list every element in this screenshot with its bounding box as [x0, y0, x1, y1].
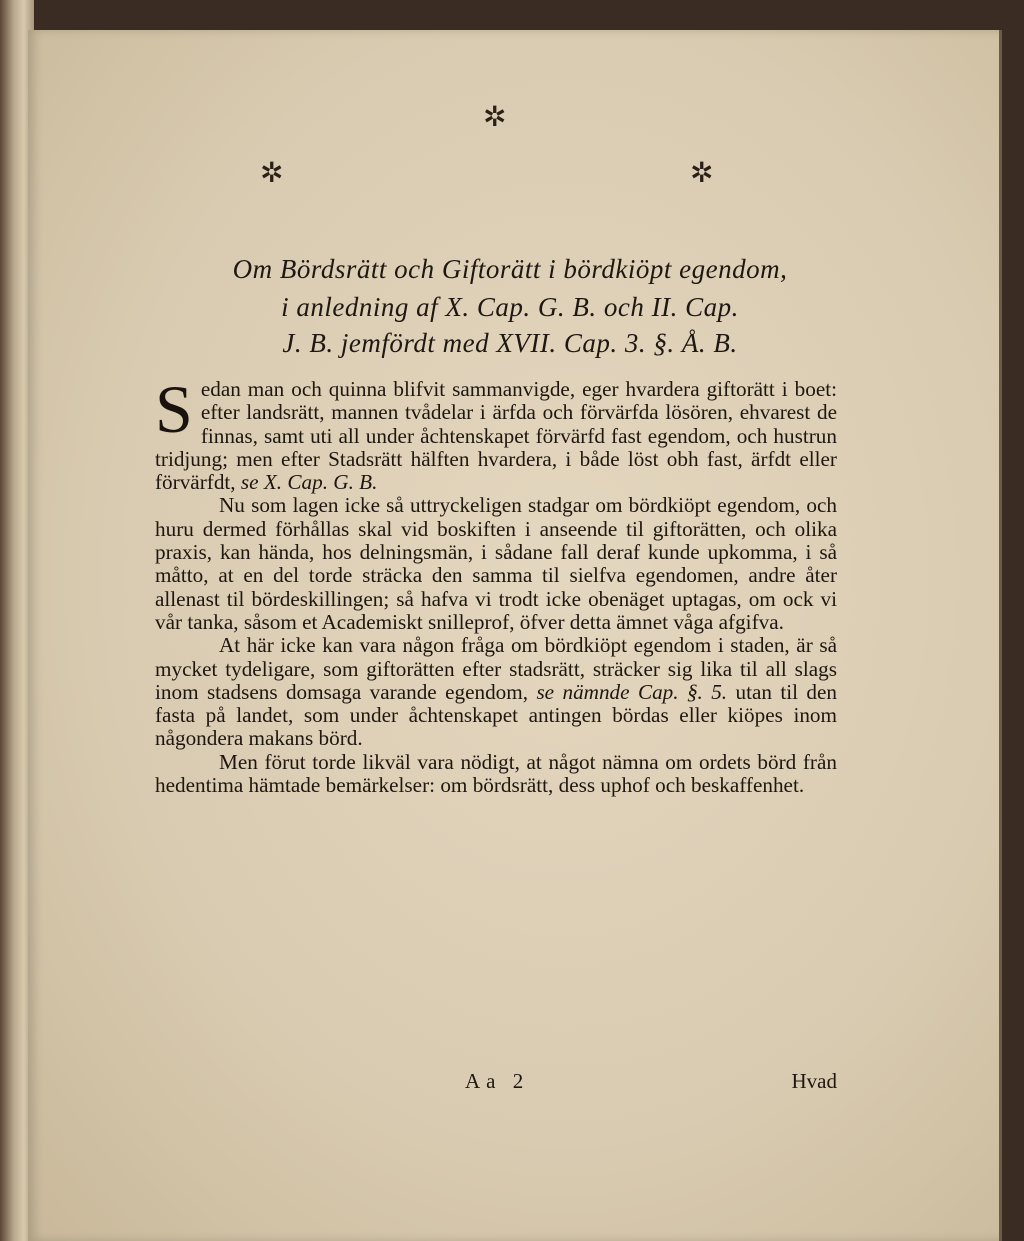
ornament-star-right: ✲: [690, 158, 714, 189]
body-text: [155, 371, 837, 798]
ornament-star-left: ✲: [260, 158, 284, 189]
drop-cap: S: [155, 371, 193, 447]
title-line-3: J. B. jemfördt med XVII. Cap. 3. §. Å. B.: [282, 328, 738, 358]
catchword: Hvad: [791, 1069, 837, 1093]
paragraph-1: [155, 371, 837, 495]
signature-mark: Aa 2: [465, 1069, 530, 1093]
paragraph-4: Men förut torde likväl vara nödigt, at något nämna om ordets börd från hedentima hämtade bemärkelser: om bördsrätt, dess uphof och beskaffenhet.: [155, 749, 837, 798]
page-edge: [999, 30, 1002, 1241]
paragraph-1-text: edan man och quinna blifvit sammanvigde, eger hvardera giftorätt i boet: efter landsrätt, mannen tvådelar i ärfda och förvärfda lösören, ehvarest de finnas, samt uti all under åchtenskapet förvärfd fast egendom, och hustrun tridjung; men efter Stadsrätt hälften hvardera, i både löst obh fast, ärfdt eller förvärfdt,: [155, 377, 837, 495]
paragraph-3-reference: se nämnde Cap. §. 5.: [536, 679, 728, 704]
page-footer: [155, 1069, 837, 1099]
paragraph-2: Nu som lagen icke så uttryckeligen stadgar om bördkiöpt egendom, och huru dermed förhållas skal vid boskiften i anseende til giftorätten, och olika praxis, kan hända, hos delningsmän, i sådane fall deraf kunde upkomma, i så måtto, at en del torde sträcka den samma til sielfva egendomen, andre åter allenast til bördeskillingen; så hafva vi trodt icke obenäget uptagas, om ock vi vår tanka, såsom et Academiskt snilleprof, öfver detta ämnet våga afgifva.: [155, 493, 837, 634]
title-line-1: Om Bördsrätt och Giftorätt i bördkiöpt egendom,: [232, 254, 788, 284]
paragraph-3-text: At här icke kan vara någon fråga om bördkiöpt egendom i staden, är så mycket tydeligare, som giftorätten efter stadsrätt, sträcker sig lika til all slags inom stadsens domsaga varande egendom,: [155, 633, 837, 704]
ornament-star-top: ✲: [483, 102, 507, 133]
paragraph-1-reference: se X. Cap. G. B.: [240, 470, 378, 495]
paragraph-3: [155, 634, 837, 750]
title-line-2: i anledning af X. Cap. G. B. och II. Cap.: [281, 292, 739, 322]
paragraph-3-text-2: utan til den fasta på landet, som under åchtenskapet antingen bördas eller kiöpes inom någondera makans börd.: [155, 679, 837, 751]
